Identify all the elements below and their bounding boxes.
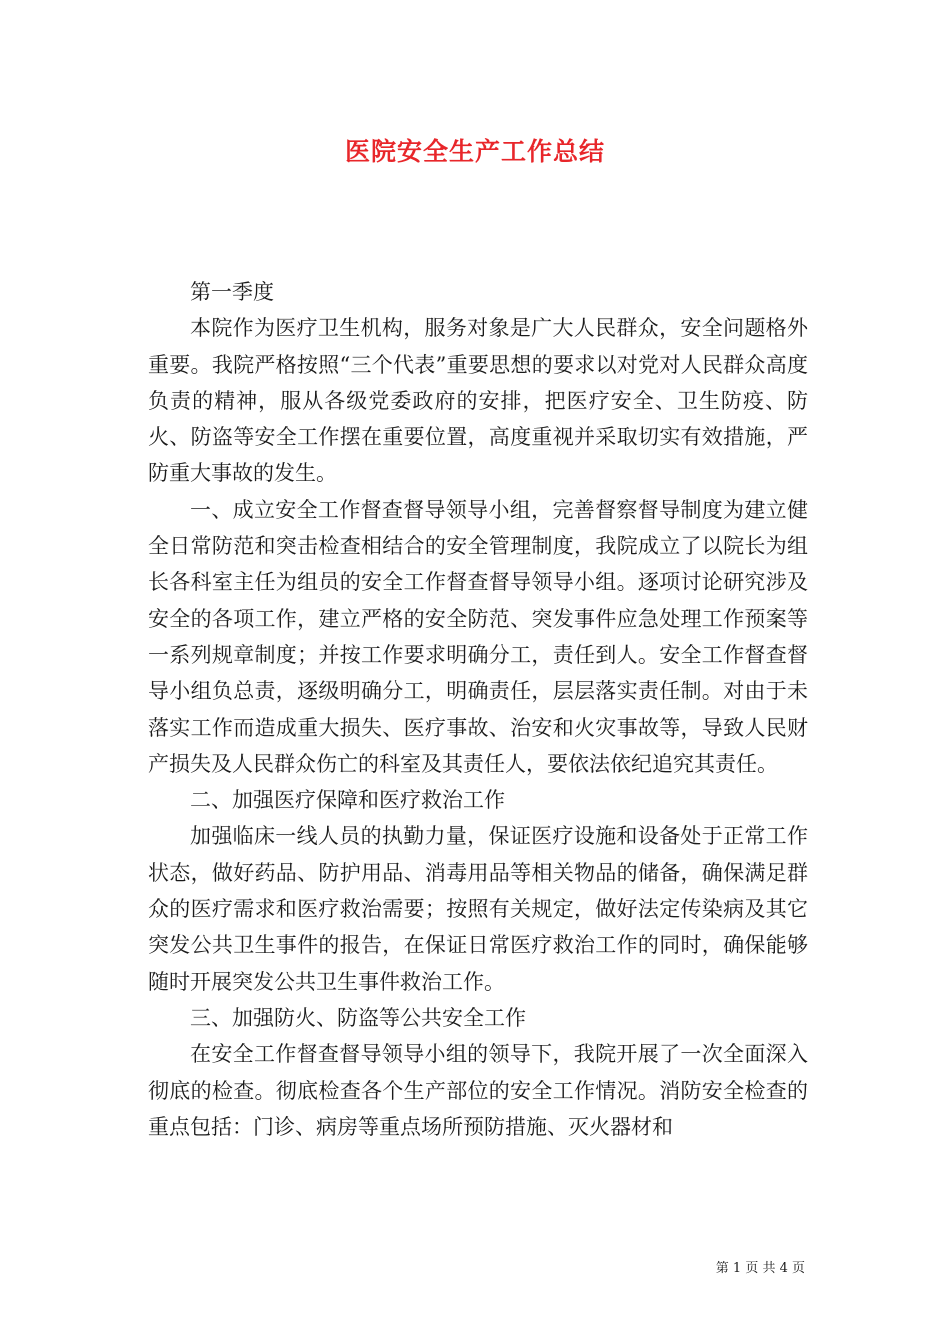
document-title: 医院安全生产工作总结	[344, 137, 605, 166]
paragraph-intro: 本院作为医疗卫生机构，服务对象是广大人民群众，安全问题格外重要。我院严格按照“三个代表”重要思想的要求以对党对人民群众高度负责的精神，服从各级党委政府的安排，把医疗安全、卫生防疫、防火、防盗等安全工作摆在重要位置，高度重视并采取切实有效措施，严防重大事故的发生。	[148, 316, 808, 486]
document-body	[148, 274, 808, 1145]
paragraph-section-three-heading: 三、加强防火、防盗等公共安全工作	[190, 1005, 526, 1030]
paragraph-section-two-body: 加强临床一线人员的执勤力量，保证医疗设施和设备处于正常工作状态，做好药品、防护用品、消毒用品等相关物品的储备，确保满足群众的医疗需求和医疗救治需要；按照有关规定，做好法定传染病及其它突发公共卫生事件的报告，在保证日常医疗救治工作的同时，确保能够随时开展突发公共卫生事件救治工作。	[148, 824, 808, 994]
paragraph-section-three-body: 在安全工作督查督导领导小组的领导下，我院开展了一次全面深入彻底的检查。彻底检查各个生产部位的安全工作情况。消防安全检查的重点包括：门诊、病房等重点场所预防措施、灭火器材和	[148, 1042, 808, 1139]
paragraph-section-two-heading: 二、加强医疗保障和医疗救治工作	[190, 788, 505, 813]
paragraph-section-one: 一、成立安全工作督查督导领导小组，完善督察督导制度为建立健全日常防范和突击检查相结合的安全管理制度，我院成立了以院长为组长各科室主任为组员的安全工作督查督导领导小组。逐项讨论研究涉及安全的各项工作，建立严格的安全防范、突发事件应急处理工作预案等一系列规章制度；并按工作要求明确分工，责任到人。安全工作督查督导小组负总责，逐级明确分工，明确责任，层层落实责任制。对由于未落实工作而造成重大损失、医疗事故、治安和火灾事故等，导致人民财产损失及人民群众伤亡的科室及其责任人，要依法依纪追究其责任。	[148, 497, 808, 776]
page-number-footer: 第 1 页 共 4 页	[715, 1261, 805, 1276]
paragraph-quarter-heading: 第一季度	[190, 280, 274, 304]
